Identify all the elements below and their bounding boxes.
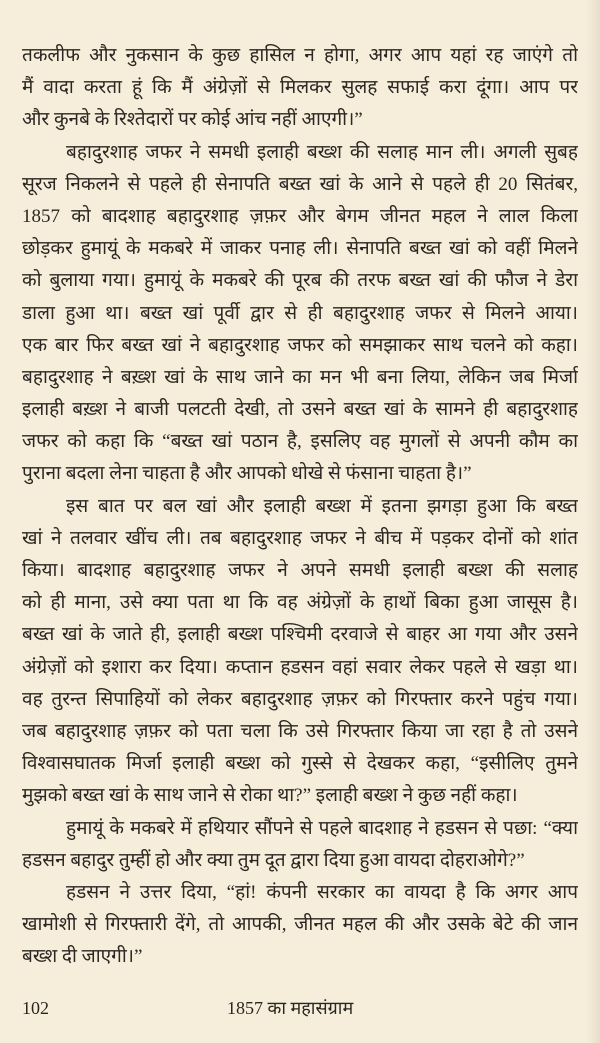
text-line: को बुलाया गया। हुमायूं के मकबरे की पूरब की तरफ बख्त खां की फौज ने डेरा [22, 270, 578, 292]
text-line: बहादुरशाह जफर ने समधी इलाही बख्श की सलाह मान ली। अगली सुबह [66, 141, 578, 163]
text-line: इस बात पर बल खां और इलाही बख्श में इतना झगड़ा हुआ कि बख्त [66, 495, 578, 517]
text-line: खां ने तलवार खींच ली। तब बहादुरशाह जफर ने बीच में पड़कर दोनों को शांत [22, 527, 578, 549]
text-line: एक बार फिर बख्त खां ने बहादुरशाह जफर को समझाकर साथ चलने को कहा। [22, 334, 578, 356]
text-line: खामोशी से गिरफ्तारी देंगे, तो आपकी, जीनत महल की और उसके बेटे की जान [22, 914, 578, 936]
page-number: 102 [22, 998, 49, 1018]
text-line: बख्श दी जाएगी।” [22, 946, 143, 968]
text-line: हडसन ने उत्तर दिया, “हां! कंपनी सरकार का वायदा है कि अगर आप [66, 881, 578, 903]
text-line: वह तुरन्त सिपाहियों को लेकर बहादुरशाह ज़फ़र को गिरफ्तार करने पहुंच गया। [22, 688, 578, 710]
text-line: तकलीफ और नुकसान के कुछ हासिल न होगा, अगर आप यहां रह जाएंगे तो [22, 45, 578, 66]
text-line: सूरज निकलने से पहले ही सेनापति बख्त खां के आने से पहले ही 20 सितंबर, [22, 173, 578, 195]
book-page-body [22, 40, 578, 973]
text-line: छोड़कर हुमायूं के मकबरे में जाकर पनाह ली। सेनापति बख्त खां को वहीं मिलने [22, 238, 578, 260]
text-line: मैं वादा करता हूं कि मैं अंग्रेज़ों से मिलकर सुलह सफाई करा दूंगा। आप पर [22, 77, 578, 99]
text-line: मुझको बख्त खां के साथ जाने से रोका था?” इलाही बख्श ने कुछ नहीं कहा। [22, 785, 518, 807]
text-line: अंग्रेज़ों को इशारा कर दिया। कप्तान हडसन वहां सवार लेकर पहले से खड़ा था। [22, 656, 578, 678]
book-title: 1857 का महासंग्राम [227, 998, 354, 1018]
text-line: इलाही बख़्श ने बाजी पलटती देखी, तो उसने बख्त खां के सामने ही बहादुरशाह [22, 399, 578, 421]
text-line: बहादुरशाह ने बख़्श खां के साथ जाने का मन भी बना लिया, लेकिन जब मिर्जा [22, 366, 578, 388]
text-line: बख्त खां के जाते ही, इलाही बख्श पश्चिमी दरवाजे से बाहर आ गया और उसने [22, 624, 578, 646]
text-line: जफर को कहा कि “बख्त खां पठान है, इसलिए वह मुगलों से अपनी कौम का [22, 431, 578, 453]
page-edge-shadow [586, 0, 600, 1043]
text-line: हुमायूं के मकबरे में हथियार सौंपने से पहले बादशाह ने हडसन से पछा: “क्या [66, 817, 578, 839]
text-line: विश्वासघातक मिर्जा इलाही बख्श को गुस्से से देखकर कहा, “इसीलिए तुमने [22, 753, 578, 775]
page-footer [22, 996, 578, 1020]
text-line: हडसन बहादुर तुम्हीं हो और क्या तुम दूत द्वारा दिया हुआ वायदा दोहराओगे?” [22, 849, 525, 871]
text-line: डाला हुआ था। बख्त खां पूर्वी द्वार से ही बहादुरशाह जफर से मिलने आया। [22, 302, 578, 324]
text-line: पुराना बदला लेना चाहता है और आपको धोखे से फंसाना चाहता है।” [22, 463, 472, 485]
text-line: 1857 को बादशाह बहादुरशाह ज़फ़र और बेगम जीनत महल ने लाल किला [22, 205, 578, 227]
text-line: और कुनबे के रिश्तेदारों पर कोई आंच नहीं आएगी।” [22, 109, 363, 131]
text-line: को ही माना, उसे क्या पता था कि वह अंग्रेज़ों के हाथों बिका हुआ जासूस है। [22, 592, 578, 614]
text-line: किया। बादशाह बहादुरशाह जफर ने अपने समधी इलाही बख्श की सलाह [22, 560, 578, 581]
text-line: जब बहादुरशाह ज़फ़र को पता चला कि उसे गिरफ्तार किया जा रहा है तो उसने [22, 720, 578, 742]
